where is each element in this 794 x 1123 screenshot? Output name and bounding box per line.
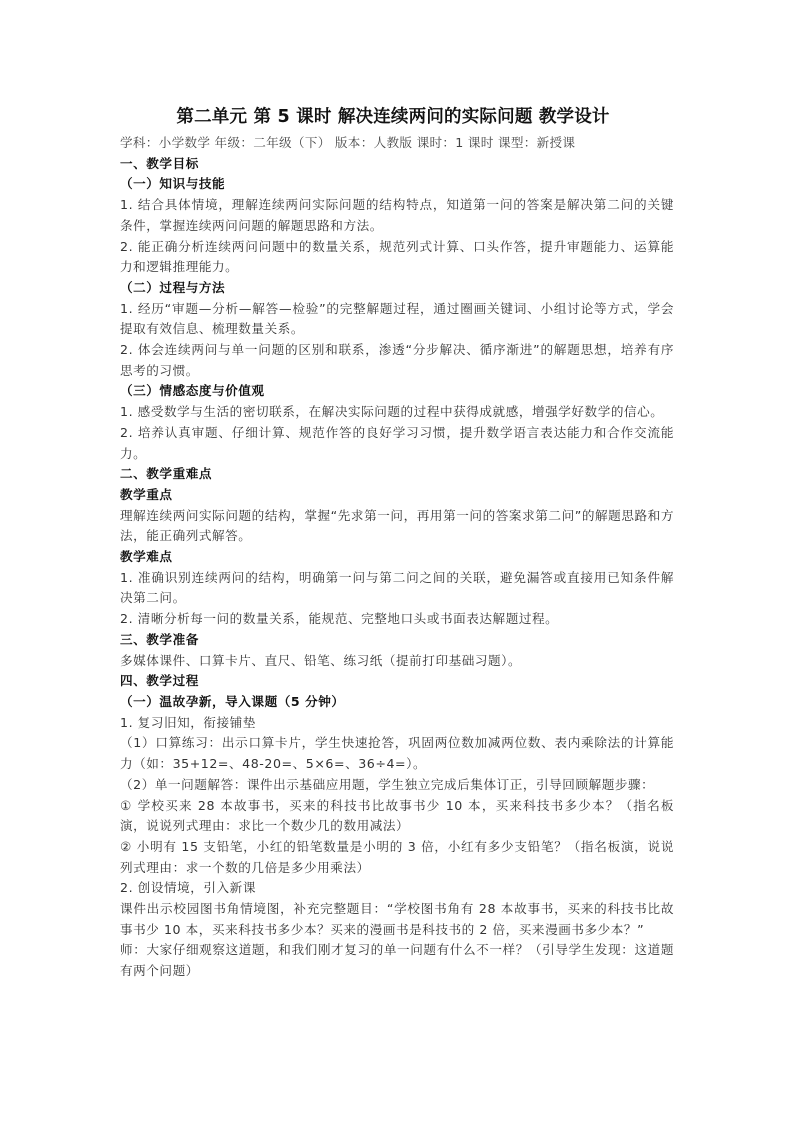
- document-page: [120, 102, 674, 982]
- paragraph: 1. 复习旧知，衔接铺垫: [120, 714, 256, 730]
- paragraph: 师：大家仔细观察这道题，和我们刚才复习的单一问题有什么不一样？（引导学生发现：这道题有两个问题）: [120, 942, 674, 979]
- subheading-review-intro: （一）温故孕新，导入课题（5 分钟）: [120, 693, 345, 709]
- subheading-key-points: 教学重点: [120, 486, 173, 502]
- section-heading-process: 四、教学过程: [120, 673, 199, 689]
- paragraph: 1. 感受数学与生活的密切联系，在解决实际问题的过程中获得成就感，增强学好数学的信心。: [120, 404, 664, 420]
- paragraph: 课件出示校园图书角情境图，补充完整题目：“学校图书角有 28 本故事书，买来的科技书比故事书少 10 本，买来科技书多少本？买来的漫画书是科技书的 2 倍，买来漫画书多少本？”: [120, 901, 674, 937]
- subheading-emotion-values: （三）情感态度与价值观: [120, 383, 265, 399]
- section-heading-key-difficult: 二、教学重难点: [120, 466, 213, 482]
- paragraph: 2. 能正确分析连续两问问题中的数量关系，规范列式计算、口头作答，提升审题能力、运算能力和逻辑推理能力。: [120, 238, 674, 275]
- paragraph: 1. 结合具体情境，理解连续两问实际问题的结构特点，知道第一问的答案是解决第二问的关键条件，掌握连续两问问题的解题思路和方法。: [120, 197, 674, 233]
- paragraph: 1. 准确识别连续两问的结构，明确第一问与第二问之间的关联，避免漏答或直接用已知条件解决第二问。: [120, 569, 674, 606]
- paragraph: 多媒体课件、口算卡片、直尺、铅笔、练习纸（提前打印基础习题）。: [120, 652, 522, 668]
- paragraph: （2）单一问题解答：课件出示基础应用题，学生独立完成后集体订正，引导回顾解题步骤：: [120, 776, 655, 792]
- lesson-meta: 学科：小学数学 年级：二年级（下） 版本：人教版 课时：1 课时 课型：新授课: [120, 135, 576, 150]
- subheading-process-method: （二）过程与方法: [120, 279, 226, 295]
- paragraph: ② 小明有 15 支铅笔，小红的铅笔数量是小明的 3 倍，小红有多少支铅笔？（指名板演，说说列式理由：求一个数的几倍是多少用乘法）: [120, 838, 674, 875]
- subheading-knowledge-skills: （一）知识与技能: [120, 176, 226, 192]
- paragraph: 2. 体会连续两问与单一问题的区别和联系，渗透“分步解决、循序渐进”的解题思想，培养有序思考的习惯。: [120, 342, 674, 378]
- subheading-difficult-points: 教学难点: [120, 549, 173, 565]
- paragraph: 2. 清晰分析每一问的数量关系，能规范、完整地口头或书面表达解题过程。: [120, 611, 559, 627]
- paragraph: ① 学校买来 28 本故事书，买来的科技书比故事书少 10 本，买来科技书多少本？（指名板演，说说列式理由：求比一个数少几的数用减法）: [120, 797, 674, 834]
- paragraph: 1. 经历“审题—分析—解答—检验”的完整解题过程，通过圈画关键词、小组讨论等方式，学会提取有效信息、梳理数量关系。: [120, 300, 674, 337]
- paragraph: 2. 创设情境，引入新课: [120, 880, 256, 896]
- paragraph: 2. 培养认真审题、仔细计算、规范作答的良好学习习惯，提升数学语言表达能力和合作交流能力。: [120, 424, 674, 461]
- section-heading-preparation: 三、教学准备: [120, 631, 199, 647]
- paragraph: 理解连续两问实际问题的结构，掌握“先求第一问，再用第一问的答案求第二问”的解题思路和方法，能正确列式解答。: [120, 507, 674, 544]
- paragraph: （1）口算练习：出示口算卡片，学生快速抢答，巩固两位数加减两位数、表内乘除法的计算能力（如：35+12=、48-20=、5×6=、36÷4=）。: [120, 735, 674, 772]
- section-heading-objectives: 一、教学目标: [120, 155, 199, 171]
- document-title: 第二单元 第 5 课时 解决连续两问的实际问题 教学设计: [176, 107, 610, 127]
